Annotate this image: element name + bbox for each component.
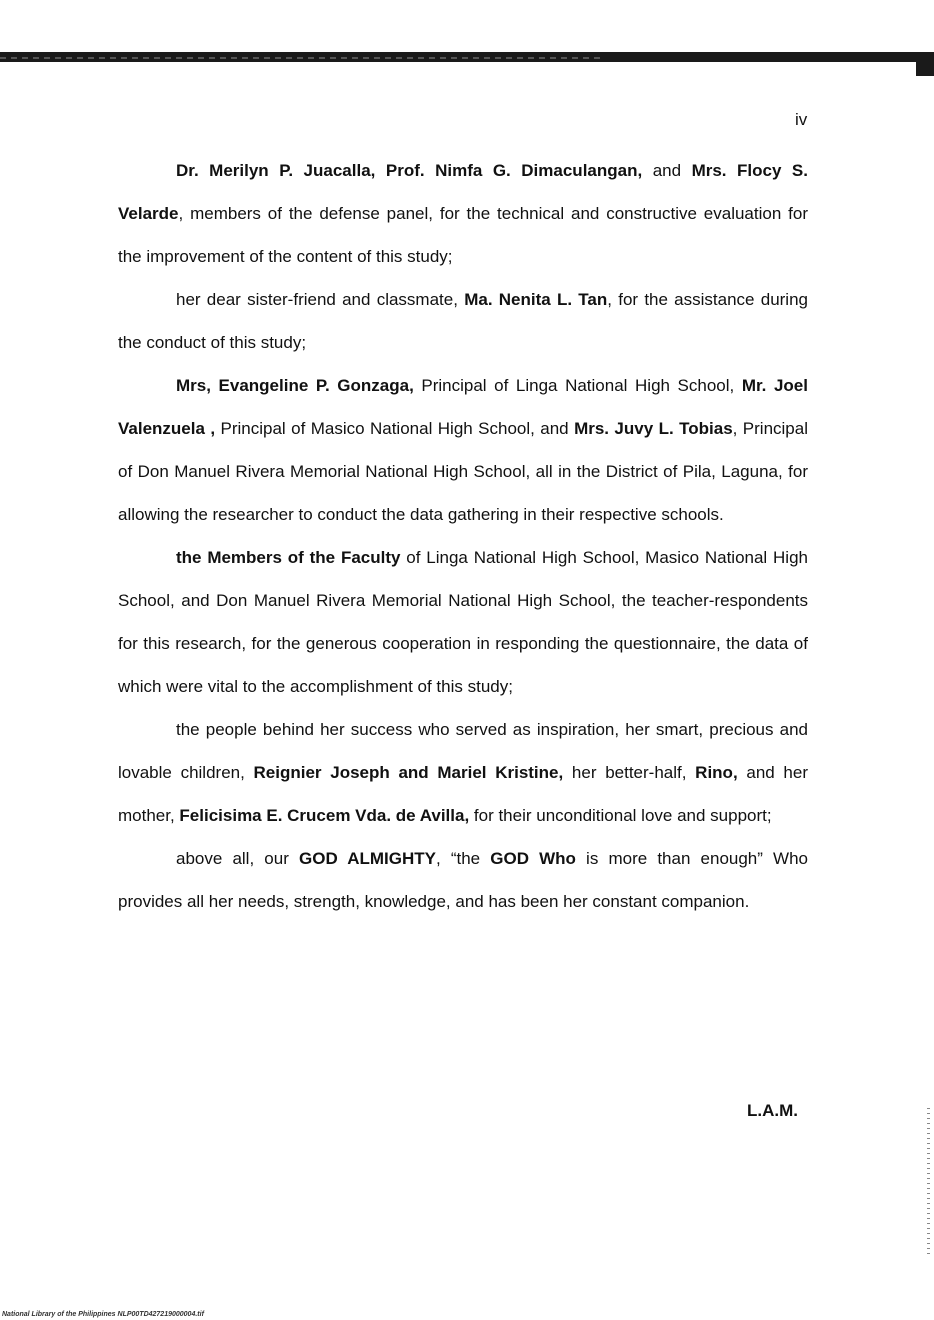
text-run: is more than enough” Who provides all her needs, strength, knowledge, and has been her constant companion. xyxy=(118,849,808,911)
text-run: and xyxy=(642,161,692,180)
scan-edge-artifact xyxy=(927,1108,930,1258)
bold-name-run: Mrs, Evangeline P. Gonzaga, xyxy=(176,376,414,395)
scan-border-top xyxy=(0,52,934,62)
signature-initials: L.A.M. xyxy=(747,1101,798,1120)
text-run: , for the assistance during the conduct of this study; xyxy=(118,290,808,352)
paragraph-god-almighty xyxy=(118,837,808,923)
bold-name-run: GOD ALMIGHTY xyxy=(299,849,436,868)
text-run: and her mother, xyxy=(118,763,808,825)
page-number: iv xyxy=(795,110,808,129)
text-run: above all, our xyxy=(176,849,299,868)
text-run: , members of the defense panel, for the technical and constructive evaluation for the improvement of the content of this study; xyxy=(118,204,808,266)
bold-name-run: Mrs. Juvy L. Tobias xyxy=(574,419,733,438)
scan-border-corner xyxy=(916,52,934,76)
text-run: for their unconditional love and support; xyxy=(469,806,772,825)
bold-name-run: Dr. Merilyn P. Juacalla, Prof. Nimfa G. Dimaculangan, xyxy=(176,161,643,180)
paragraph-principals xyxy=(118,364,808,536)
bold-name-run: GOD Who xyxy=(490,849,576,868)
paragraph-family xyxy=(118,708,808,837)
text-run: Principal of Masico National High School, and xyxy=(215,419,575,438)
text-run: her dear sister-friend and classmate, xyxy=(176,290,465,309)
bold-name-run: Ma. Nenita L. Tan xyxy=(464,290,608,309)
bold-name-run: Reignier Joseph and Mariel Kristine, xyxy=(253,763,564,782)
acknowledgment-body xyxy=(118,149,808,923)
bold-name-run: Mrs. Flocy S. Velarde xyxy=(118,161,808,223)
paragraph-sister-friend xyxy=(118,278,808,364)
paragraph-defense-panel xyxy=(118,149,808,278)
text-run: of Linga National High School, Masico National High School, and Don Manuel Rivera Memorial National High School, the teacher-respondents for this research, for the generous cooperation in responding the questionnaire, the data of which were vital to the accomplishment of this study; xyxy=(118,548,808,696)
text-run: the people behind her success who served as inspiration, her smart, precious and lovable children, xyxy=(118,720,808,782)
bold-name-run: the Members of the Faculty xyxy=(176,548,401,567)
bold-name-run: Mr. Joel Valenzuela , xyxy=(118,376,808,438)
bold-name-run: Rino, xyxy=(695,763,738,782)
paragraph-faculty xyxy=(118,536,808,708)
bold-name-run: Felicisima E. Crucem Vda. de Avilla, xyxy=(179,806,470,825)
text-run: , “the xyxy=(436,849,491,868)
text-run: , Principal of Don Manuel Rivera Memorial National High School, all in the District of Pila, Laguna, for allowing the researcher to conduct the data gathering in their respective schools. xyxy=(118,419,808,524)
footer-source-note: National Library of the Philippines NLP00TD427219000004.tif xyxy=(2,1311,204,1318)
text-run: her better-half, xyxy=(563,763,696,782)
text-run: Principal of Linga National High School, xyxy=(413,376,742,395)
